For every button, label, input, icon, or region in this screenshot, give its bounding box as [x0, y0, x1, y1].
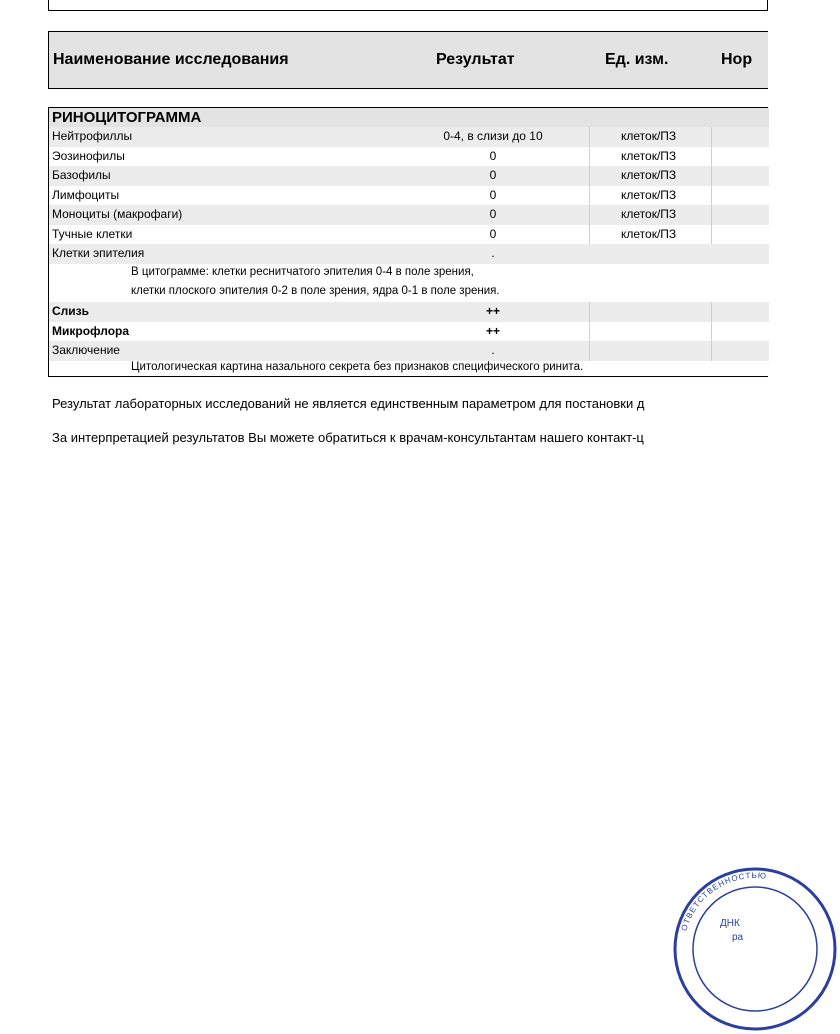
consultation-text: За интерпретацией результатов Вы можете обратиться к врачам-консультантам нашего контакт-ц — [52, 430, 644, 445]
test-name: Эозинофилы — [52, 148, 125, 163]
table-row — [49, 302, 769, 322]
test-result: . — [491, 246, 495, 260]
svg-text:ра: ра — [732, 932, 744, 943]
test-result: . — [491, 343, 495, 357]
test-result: 0 — [489, 226, 497, 241]
column-header-name: Наименование исследования — [53, 51, 289, 68]
test-unit: клеток/ПЗ — [621, 148, 677, 163]
column-divider — [711, 166, 712, 186]
column-divider — [589, 127, 590, 147]
test-unit: клеток/ПЗ — [621, 207, 677, 221]
table-row — [49, 186, 769, 206]
column-header-result: Результат — [436, 51, 515, 68]
svg-text:ДНК: ДНК — [720, 918, 740, 929]
column-divider — [711, 302, 712, 322]
disclaimer-text: Результат лабораторных исследований не является единственным параметром для постановки д — [52, 396, 645, 411]
test-unit: клеток/ПЗ — [621, 187, 677, 202]
column-divider — [589, 205, 590, 225]
column-divider — [589, 225, 590, 245]
test-name: Базофилы — [52, 168, 111, 182]
test-result: 0 — [489, 207, 497, 221]
column-divider — [711, 147, 712, 167]
table-row — [49, 244, 769, 264]
section-title: РИНОЦИТОГРАММА — [49, 108, 769, 127]
results-table — [48, 107, 768, 377]
column-divider — [711, 341, 712, 361]
column-divider — [589, 322, 590, 342]
column-divider — [589, 302, 590, 322]
test-result: 0 — [489, 148, 497, 163]
column-divider — [589, 341, 590, 361]
table-row — [49, 147, 769, 167]
table-row — [49, 225, 769, 245]
test-name: Тучные клетки — [52, 226, 133, 241]
test-name: Лимфоциты — [52, 187, 120, 202]
stamp-seal — [670, 864, 840, 1034]
column-header-norm: Нор — [721, 51, 753, 68]
table-row — [49, 205, 769, 225]
column-divider — [711, 322, 712, 342]
column-divider — [711, 205, 712, 225]
conclusion-text: Цитологическая картина назального секрета без признаков специфического ринита. — [131, 361, 584, 373]
epithelium-note: клетки плоского эпителия 0-2 в поле зрения, ядра 0-1 в поле зрения. — [131, 285, 500, 297]
previous-section-box — [48, 0, 768, 11]
test-result: 0 — [489, 187, 497, 202]
column-divider — [711, 127, 712, 147]
table-header — [48, 31, 768, 89]
test-result: ++ — [485, 323, 500, 338]
test-result: ++ — [485, 304, 500, 318]
test-result: 0-4, в слизи до 10 — [443, 129, 543, 143]
test-name: Клетки эпителия — [52, 246, 145, 260]
table-row — [49, 166, 769, 186]
svg-text:ОТВЕТСТВЕННОСТЬЮ: ОТВЕТСТВЕННОСТЬЮ — [679, 870, 768, 932]
test-unit: клеток/ПЗ — [621, 168, 677, 182]
table-row — [49, 322, 769, 342]
test-name: Микрофлора — [52, 323, 130, 338]
test-unit: клеток/ПЗ — [621, 226, 677, 241]
column-header-unit: Ед. изм. — [605, 51, 669, 68]
column-divider — [711, 186, 712, 206]
test-name: Моноциты (макрофаги) — [52, 207, 183, 221]
table-row — [49, 127, 769, 147]
test-name: Нейтрофиллы — [52, 129, 133, 143]
test-name: Слизь — [52, 304, 90, 318]
epithelium-note: В цитограмме: клетки реснитчатого эпителия 0-4 в поле зрения, — [131, 266, 474, 278]
column-divider — [589, 166, 590, 186]
column-divider — [711, 225, 712, 245]
column-divider — [589, 147, 590, 167]
column-divider — [589, 186, 590, 206]
test-unit: клеток/ПЗ — [621, 129, 677, 143]
test-result: 0 — [489, 168, 497, 182]
test-name: Заключение — [52, 343, 120, 357]
